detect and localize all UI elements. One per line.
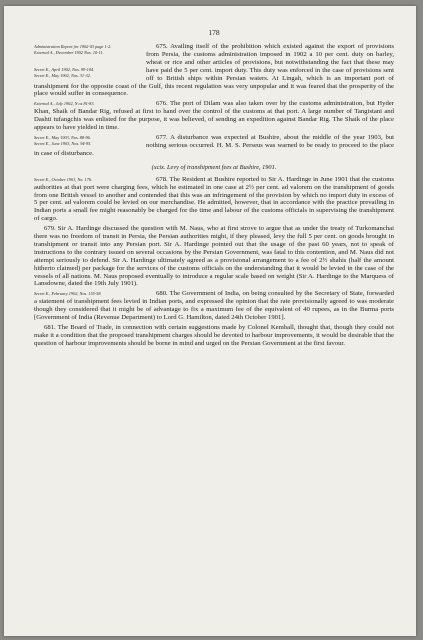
margin-ref: Secret E., June 1903, Nos. 94-95. (34, 140, 92, 146)
para-678 (34, 176, 394, 225)
para-681 (34, 324, 394, 348)
margin-ref: Administration Report for 1902-03 page 1-2. (34, 44, 112, 49)
para-677 (34, 134, 394, 160)
margin-ref: External A., July 1902, N os 81-83. (34, 101, 95, 107)
margin-note (34, 101, 140, 107)
para-676 (34, 100, 394, 134)
section-heading: (xcix. Levy of transhipment fees at Bushire, 1901. (151, 163, 277, 171)
margin-ref: Secret E., October 1901, No. 176. (34, 176, 93, 182)
margin-note (34, 291, 140, 297)
para-680 (34, 290, 394, 324)
margin-note (34, 44, 140, 78)
margin-note (34, 177, 140, 183)
margin-ref: Secret E., May 1902, Nos. 31-32. (34, 72, 91, 78)
paragraph-text: 676. The port of Dilam was also taken over by the customs administration, but Hyder Khan, Shaik of Bandar Rig, refused at first to hand over the control of the customs at that port. A large number of Tangistani and Dashti tufangchis was enlisted for the purpose, it was believed, of sending an expedition against Bandar Rig. The Shaik of the place appears to have yielded in time. (34, 100, 394, 132)
paragraph-text: 680. The Government of India, on being consulted by the Secretary of State, forwarded a statement of transhipment fees levied in Indian ports, and expressed the opinion that the rate provisionally agreed to was moderate though they considered that it might be of advantage to fix a maximum fee of the equivalent of 40 rupees, as in the Burma ports [Government of India (Revenue Department) to Lord G. Hamilton, dated 24th October 1901]. (34, 290, 394, 322)
paragraph-text: 681. The Board of Trade, in connection with certain suggestions made by Colonel Kemball, thought that, though they could not make it a condition that the proposed transhipment charges should be devoted to harbour improvements, it would be desirable that the question of harbour improvements should be borne in mind and urged on the Persian Government at the first favour. (34, 324, 394, 347)
margin-note (34, 135, 140, 146)
para-679 (34, 225, 394, 288)
page-content (34, 28, 394, 350)
para-675 (34, 43, 394, 100)
margin-ref: Secret E., February 1902, Nos. 155-58. (34, 291, 102, 297)
document-page (4, 6, 416, 636)
paragraph-text: 678. The Resident at Bushire reported to Sir A. Hardinge in June 1901 that the customs authorities at that port were charging fees, which he estimated in one case at 2½ per cent. ad valorem on the transhipment of goods from one British vessel to another and contended that this was an infringement of the provision by which no import duty in excess of 5 per cent. ad valorem could be levied on our merchandise. He admitted, however, that in accordance with the practice prevailing in Indian ports a small fee might reasonably be charged for the time and labour of the customs officials in supervising the transhipment of cargo. (34, 175, 394, 223)
page-number: 178 (208, 28, 220, 37)
paragraph-text: 679. Sir A. Hardinge discussed the question with M. Naus, who at first strove to argue that as under the treaty of Turkomanchai there was no freedom of transit in Persia, the Persian authorities might, if they pleased, levy the full 5 per cent. on goods brought in transhipment or transit into any Persian port. Sir A. Hardinge pointed out that the usage of the past 60 years, not to speak of instructions to the contrary issued on several occasions by the Persian Government, was fatal to this contention, and M. Naus did not attempt seriously to defend. Sir A. Hardinge ultimately agreed as a provisional arrangement to a fee of 2½ shahis (half the amount hitherto claimed) per package for the services of the customs officials on the understanding that it would be levied in the case of the vessels of all nations. M. Naus proposed eventually to introduce a regular scale based on weight (Sir A. Hardinge to the Marquess of Lansdowne, dated the 19th July 1901). (34, 225, 394, 288)
margin-ref: Secret E., May 1903, Nos. 88-96. (34, 134, 91, 140)
margin-ref: Secret E., April 1902, Nos. 99-104. (34, 67, 95, 73)
paragraph-text: 677. A disturbance was expected at Bushire, about the middle of the year 1903, but nothing serious occurred. H. M. S. Perseus was warned to be ready to proceed to the place in case of disturbance. (34, 133, 394, 157)
margin-ref: External A., December 1902 Nos. 10-11. (34, 49, 104, 55)
paragraph-text: 675. Availing itself of the prohibition which existed against the export of provisions from Persia, the customs administration imposed in 1902 a 10 per cent. duty on barley, wheat or rice and other articles of provisions, but notwithstanding the fact that these may have paid the 5 per cent. import duty. This duty was enforced in the case of provisions sent off to British ships within Persian waters. At Lingah, which is an important port of transhipment for the opposite coast of the Gulf, this recent regulation was very unpopular and it was feared that the prosperity of the place would suffer in consequence. (34, 43, 394, 98)
